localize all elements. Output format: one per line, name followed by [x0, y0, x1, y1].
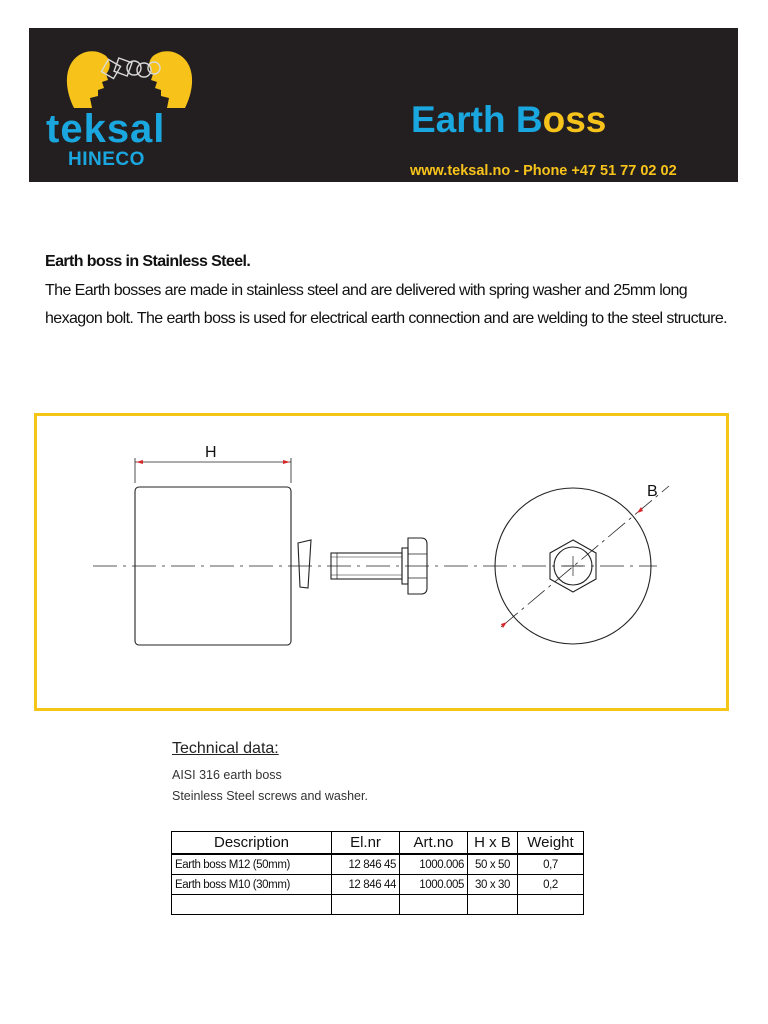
col-header-elnr: El.nr — [332, 832, 400, 855]
dim-b-line — [501, 486, 669, 627]
spec-table — [171, 831, 584, 915]
dim-b-label: B — [647, 483, 658, 500]
table-row-empty — [172, 895, 584, 915]
contact-line: www.teksal.no - Phone +47 51 77 02 02 — [410, 163, 677, 179]
table-row — [172, 854, 584, 875]
technical-line-screws: Steinless Steel screws and washer. — [172, 789, 368, 803]
cell-weight: 0,7 — [518, 854, 584, 875]
cell-weight: 0,2 — [518, 875, 584, 895]
cell-hxb: 50 x 50 — [468, 854, 518, 875]
col-header-artno: Art.no — [400, 832, 468, 855]
title-earth: Earth — [411, 99, 516, 140]
intro-heading: Earth boss in Stainless Steel. — [45, 253, 251, 270]
logo-subtitle: HINECO — [68, 149, 145, 170]
intro-body: The Earth bosses are made in stainless steel and are delivered with spring washer and 25mm long hexagon bolt. The earth boss is used for electrical earth connection and are welding to the steel structure. — [45, 282, 728, 327]
cell-elnr: 12 846 44 — [332, 875, 400, 895]
cell-hxb: 30 x 30 — [468, 875, 518, 895]
drawing-svg — [37, 416, 726, 708]
spring-washer-shape — [298, 540, 311, 588]
cell-description: Earth boss M10 (30mm) — [172, 875, 332, 895]
col-header-description: Description — [172, 832, 332, 855]
title-boss-initial: B — [515, 99, 543, 140]
page-title — [411, 96, 606, 144]
title-boss-rest: oss — [542, 99, 607, 140]
col-header-weight: Weight — [518, 832, 584, 855]
technical-line-material: AISI 316 earth boss — [172, 768, 282, 782]
logo-name: teksal — [46, 107, 166, 151]
table-row — [172, 875, 584, 895]
col-header-hxb: H x B — [468, 832, 518, 855]
cell-description: Earth boss M12 (50mm) — [172, 854, 332, 875]
technical-data-heading: Technical data: — [172, 740, 279, 757]
dim-h-label: H — [205, 444, 217, 461]
cell-artno: 1000.006 — [400, 854, 468, 875]
table-header-row — [172, 832, 584, 855]
technical-drawing — [34, 413, 729, 711]
cell-artno: 1000.005 — [400, 875, 468, 895]
cell-elnr: 12 846 45 — [332, 854, 400, 875]
